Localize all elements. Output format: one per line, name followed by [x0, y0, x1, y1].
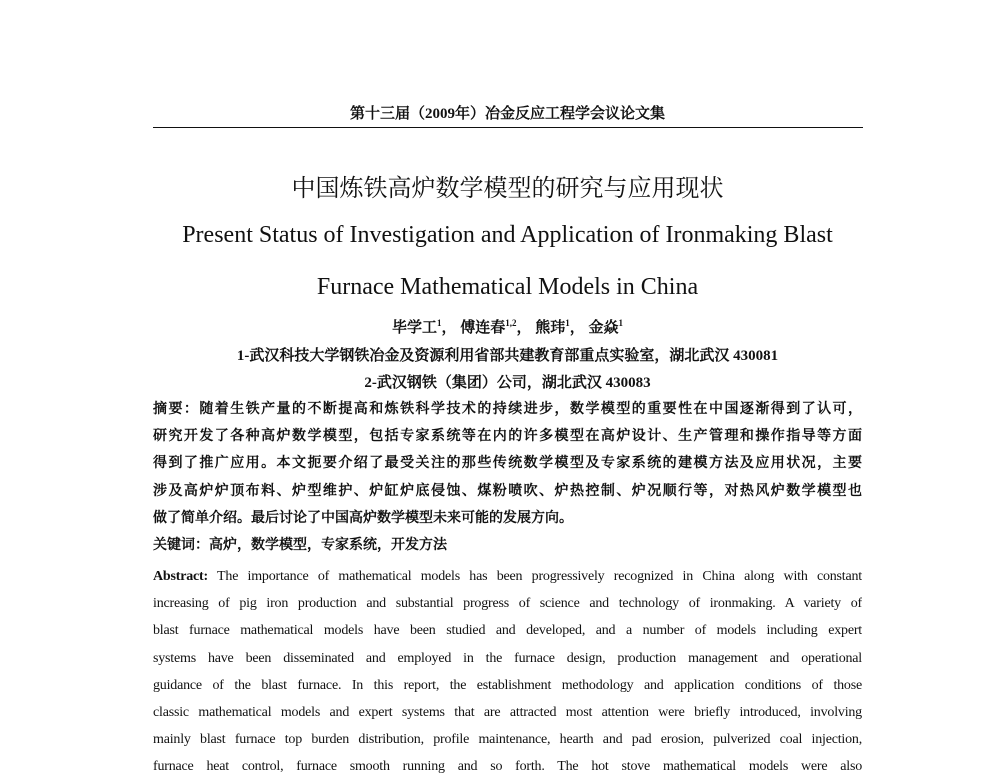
affiliation-2: 2-武汉钢铁（集团）公司，湖北武汉 430083	[364, 375, 651, 391]
abstract-en-line: guidance of the blast furnace. In this report, the establishment methodology and application conditions of those	[153, 677, 862, 693]
author: 熊玮	[535, 320, 566, 336]
abstract-chinese	[153, 396, 862, 559]
author: 傅连春	[460, 320, 506, 336]
abstract-en-text: The importance of mathematical models has been progressively recognized in China along with constant	[207, 569, 862, 584]
separator: ，	[569, 320, 585, 336]
abstract-cn-line: 研究开发了各种高炉数学模型，包括专家系统等在内的许多模型在高炉设计、生产管理和操作指导等方面	[153, 429, 862, 445]
title-chinese: 中国炼铁高炉数学模型的研究与应用现状	[291, 176, 724, 202]
abstract-label: Abstract:	[153, 569, 208, 584]
proceedings-header: 第十三届（2009年）冶金反应工程学会议论文集	[349, 106, 665, 122]
abstract-en-line: blast furnace mathematical models have been studied and developed, and a number of models including expert	[153, 623, 862, 639]
abstract-cn-line: 涉及高炉炉顶布料、炉型维护、炉缸炉底侵蚀、煤粉喷吹、炉热控制、炉况顺行等，对热风炉数学模型也	[153, 483, 862, 499]
author-affiliation-mark: 1	[565, 318, 570, 328]
keywords-chinese: 关键词：高炉，数学模型，专家系统，开发方法	[153, 537, 447, 553]
author-affiliation-mark: 1	[618, 318, 624, 328]
abstract-en-line: systems have been disseminated and employed in the furnace design, production management and operational	[153, 650, 862, 666]
header-rule	[153, 127, 863, 128]
abstract-cn-line: 摘要：随着生铁产量的不断提高和炼铁科学技术的持续进步，数学模型的重要性在中国逐渐得到了认可，	[153, 402, 862, 417]
separator: ，	[516, 320, 532, 336]
abstract-en-line: furnace heat control, furnace smooth running and so forth. The hot stove mathematical models were also	[153, 759, 862, 775]
title-english-line-1: Present Status of Investigation and Application of Ironmaking Blast	[182, 222, 833, 248]
abstract-en-line: mainly blast furnace top burden distribution, profile maintenance, hearth and pad erosion, pulverized coal injection,	[153, 732, 862, 748]
abstract-en-line: increasing of pig iron production and substantial progress of science and technology of ironmaking. A variety of	[153, 596, 862, 612]
affiliation-1: 1-武汉科技大学钢铁冶金及资源利用省部共建教育部重点实验室，湖北武汉 430081	[236, 348, 779, 364]
author: 毕学工	[391, 320, 437, 336]
authors	[153, 316, 862, 337]
author-affiliation-mark: 1	[436, 318, 442, 328]
abstract-english	[153, 563, 862, 781]
title-english-line-2: Furnace Mathematical Models in China	[316, 274, 699, 300]
abstract-cn-line: 得到了推广应用。本文扼要介绍了最受关注的那些传统数学模型及专家系统的建模方法及应用状况，主要	[153, 456, 862, 472]
abstract-en-line: classic mathematical models and expert systems that are attracted most attention were briefly introduced, involving	[153, 704, 862, 720]
author: 金焱	[588, 320, 619, 336]
abstract-cn-line: 做了简单介绍。最后讨论了中国高炉数学模型未来可能的发展方向。	[153, 510, 573, 526]
author-affiliation-mark: 1,2	[505, 318, 517, 328]
abstract-en-line	[153, 563, 862, 590]
separator: ，	[441, 320, 457, 336]
